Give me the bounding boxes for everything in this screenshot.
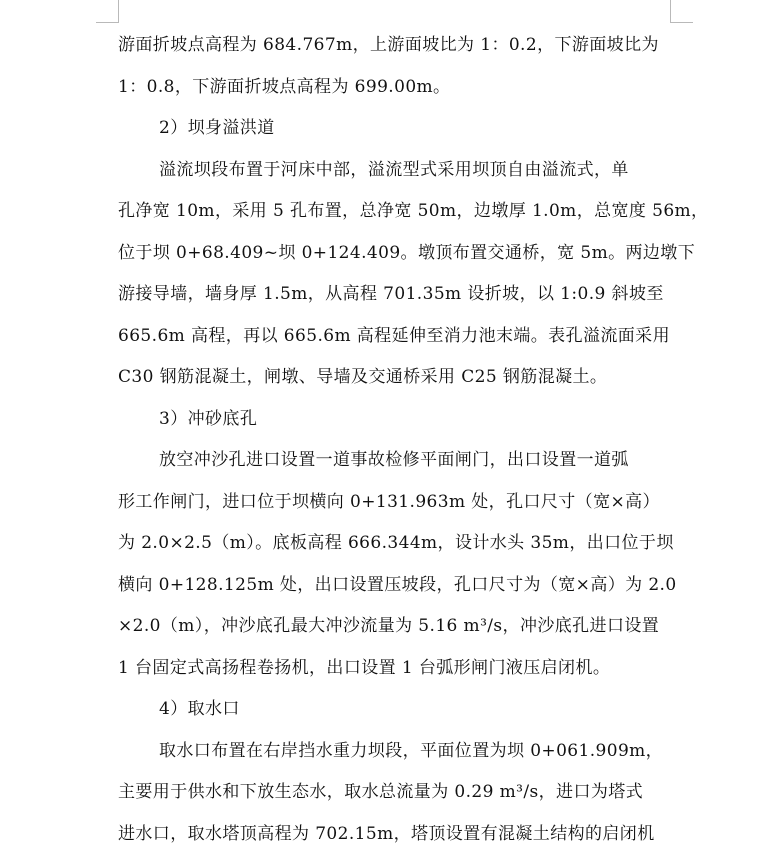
text-line: 游接导墙，墙身厚 1.5m，从高程 701.35m 设折坡，以 1:0.9 斜坡至 (118, 274, 680, 316)
section-heading: 2）坝身溢洪道 (118, 108, 680, 150)
text-line: 1：0.8，下游面折坡点高程为 699.00m。 (118, 67, 680, 109)
section-heading: 3）冲砂底孔 (118, 399, 680, 441)
text-line: 1 台固定式高扬程卷扬机，出口设置 1 台弧形闸门液压启闭机。 (118, 648, 680, 690)
text-line: 形工作闸门，进口位于坝横向 0+131.963m 处，孔口尺寸（宽×高） (118, 482, 680, 524)
section-heading: 4）取水口 (118, 689, 680, 731)
text-line: 横向 0+128.125m 处，出口设置压坡段，孔口尺寸为（宽×高）为 2.0 (118, 565, 680, 607)
text-line: 位于坝 0+68.409~坝 0+124.409。墩顶布置交通桥，宽 5m。两边墩下 (118, 233, 680, 275)
text-line: C30 钢筋混凝土，闸墩、导墙及交通桥采用 C25 钢筋混凝土。 (118, 357, 680, 399)
text-line: 主要用于供水和下放生态水，取水总流量为 0.29 m³/s，进口为塔式 (118, 772, 680, 814)
paragraph-first-line: 取水口布置在右岸挡水重力坝段，平面位置为坝 0+061.909m， (118, 731, 680, 773)
text-line: 游面折坡点高程为 684.767m，上游面坡比为 1：0.2，下游面坡比为 (118, 25, 680, 67)
document-body (118, 25, 680, 855)
paragraph-first-line: 放空冲沙孔进口设置一道事故检修平面闸门，出口设置一道弧 (118, 440, 680, 482)
margin-corner-mark-left (96, 0, 119, 23)
text-line: ×2.0（m），冲沙底孔最大冲沙流量为 5.16 m³/s，冲沙底孔进口设置 (118, 606, 680, 648)
text-line: 进水口，取水塔顶高程为 702.15m，塔顶设置有混凝土结构的启闭机 (118, 814, 680, 855)
text-line: 为 2.0×2.5（m）。底板高程 666.344m，设计水头 35m，出口位于坝 (118, 523, 680, 565)
text-line: 665.6m 高程，再以 665.6m 高程延伸至消力池末端。表孔溢流面采用 (118, 316, 680, 358)
paragraph-first-line: 溢流坝段布置于河床中部，溢流型式采用坝顶自由溢流式，单 (118, 150, 680, 192)
text-line: 孔净宽 10m，采用 5 孔布置，总净宽 50m，边墩厚 1.0m，总宽度 56m， (118, 191, 680, 233)
margin-corner-mark-right (670, 0, 693, 23)
